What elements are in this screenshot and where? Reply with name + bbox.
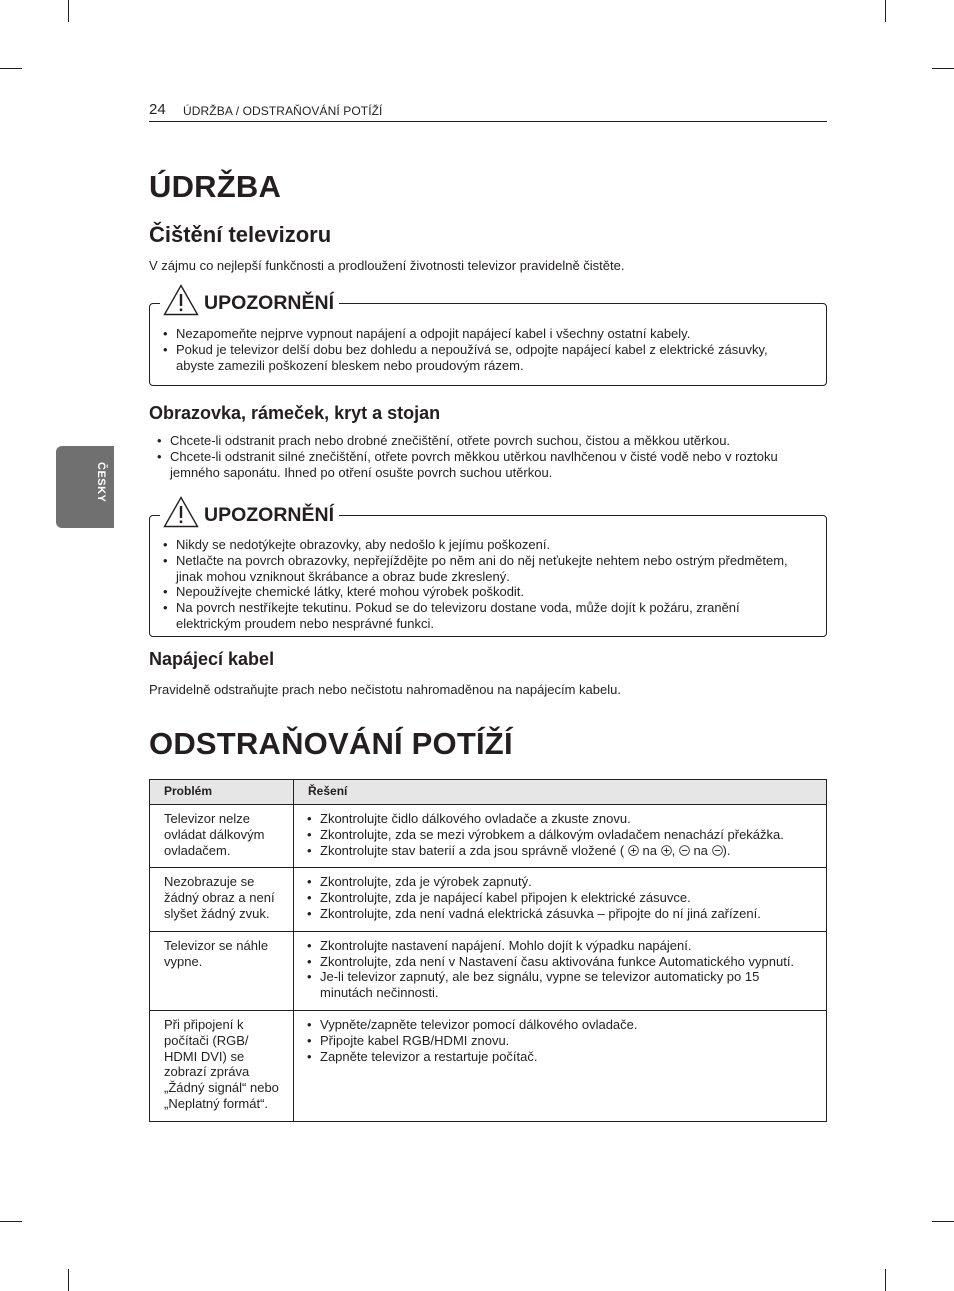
problem-cell: Televizor se náhle vypne. (150, 931, 294, 1010)
screen-cleaning-list (157, 433, 807, 480)
caution-item: • Na povrch nestříkejte tekutinu. Pokud se do televizoru dostane voda, může dojít k požáru, zranění elektrickým proudem nebo nesprávné funkci. (163, 600, 793, 632)
table-row (150, 1010, 827, 1121)
column-header-problem: Problém (150, 780, 294, 805)
problem-cell: Nezobrazuje se žádný obraz a není slyšet žádný zvuk. (150, 868, 294, 931)
page-number: 24 (149, 101, 166, 118)
battery-text: na (693, 842, 708, 858)
caution-box (149, 292, 827, 386)
caution-heading (160, 282, 339, 316)
warning-icon (163, 284, 199, 316)
problem-cell: Televizor nelze ovládat dálkovým ovladačem. (150, 805, 294, 868)
table-row (150, 805, 827, 868)
battery-text: , (671, 842, 676, 858)
running-head: ÚDRŽBA / ODSTRAŇOVÁNÍ POTÍŽÍ (183, 104, 383, 118)
crop-mark (68, 1269, 69, 1291)
caution-item: • Pokud je televizor delší dobu bez dohledu a nepoužívá se, odpojte napájecí kabel z elektrické zásuvky, abyste zamezili poškození bleskem nebo proudovým rázem. (163, 342, 803, 374)
solution-item: • Zapněte televizor a restartuje počítač. (307, 1049, 814, 1065)
caution-title: UPOZORNĚNÍ (204, 292, 335, 314)
solution-item: • Zkontrolujte, zda je napájecí kabel připojen k elektrické zásuvce. (307, 890, 814, 906)
warning-icon (163, 496, 199, 528)
solution-item: • Je-li televizor zapnutý, ale bez signálu, vypne se televizor automaticky po 15 minutách nečinnosti. (307, 969, 814, 1001)
table-row (150, 931, 827, 1010)
caution-title: UPOZORNĚNÍ (204, 504, 335, 526)
column-header-solution: Řešení (294, 780, 827, 805)
plus-icon (661, 845, 672, 856)
crop-mark (0, 68, 22, 69)
solution-item: • Zkontrolujte čidlo dálkového ovladače a zkuste znovu. (307, 811, 814, 827)
caution-item: • Netlačte na povrch obrazovky, nepřejíždějte po něm ani do něj neťukejte nehtem nebo ostrým předmětem, jinak mohou vzniknout škrábance a obraz bude zkreslený. (163, 553, 793, 585)
solution-list (307, 938, 814, 1001)
page-header (149, 100, 827, 122)
table-row (150, 868, 827, 931)
solution-list (307, 874, 814, 921)
language-tab-label: ČESKY (95, 462, 107, 503)
power-cable-title: Napájecí kabel (149, 649, 275, 669)
crop-mark (68, 0, 69, 22)
troubleshooting-table (149, 779, 827, 1122)
solution-cell (294, 868, 827, 931)
caution-box (149, 504, 827, 637)
caution-list (163, 326, 803, 373)
cleaning-intro: V zájmu co nejlepší funkčnosti a prodloužení životnosti televizor pravidelně čistěte. (149, 258, 625, 273)
table-header-row (150, 780, 827, 805)
crop-mark (885, 1269, 886, 1291)
battery-text: ). (722, 842, 731, 858)
solution-item: • Zkontrolujte, zda není v Nastavení času aktivována funkce Automatického vypnutí. (307, 954, 814, 970)
solution-item: • Zkontrolujte, zda není vadná elektrická zásuvka – připojte do ní jiná zařízení. (307, 906, 814, 922)
problem-cell: Při připojení k počítači (RGB/ HDMI DVI) se zobrazí zpráva „Žádný signál“ nebo „Neplatný formát“. (150, 1010, 294, 1121)
battery-text: na (642, 842, 657, 858)
caution-heading (160, 494, 339, 528)
solution-list (307, 1017, 814, 1064)
plus-icon (628, 845, 639, 856)
caution-item: • Nezapomeňte nejprve vypnout napájení a odpojit napájecí kabel i všechny ostatní kabely. (163, 326, 803, 342)
minus-icon (679, 845, 690, 856)
cleaning-title: Čištění televizoru (149, 222, 332, 247)
crop-mark (932, 1221, 954, 1222)
crop-mark (885, 0, 886, 22)
screen-title: Obrazovka, rámeček, kryt a stojan (149, 403, 441, 423)
solution-item: • Zkontrolujte, zda je výrobek zapnutý. (307, 874, 814, 890)
list-item: • Chcete-li odstranit prach nebo drobné znečištění, otřete povrch suchou, čistou a měkkou utěrkou. (157, 433, 807, 449)
solution-item: • Připojte kabel RGB/HDMI znovu. (307, 1033, 814, 1049)
solution-item: • Vypněte/zapněte televizor pomocí dálkového ovladače. (307, 1017, 814, 1033)
solution-item: • Zkontrolujte, zda se mezi výrobkem a dálkovým ovladačem nenachází překážka. (307, 827, 814, 843)
caution-item: • Nepoužívejte chemické látky, které mohou výrobek poškodit. (163, 584, 793, 600)
power-cable-text: Pravidelně odstraňujte prach nebo nečistotu nahromaděnou na napájecím kabelu. (149, 682, 621, 697)
crop-mark (0, 1221, 22, 1222)
crop-mark (932, 68, 954, 69)
solution-cell (294, 805, 827, 868)
caution-list (163, 537, 793, 632)
language-tab (56, 446, 114, 528)
minus-icon (712, 845, 723, 856)
solution-item: • Zkontrolujte nastavení napájení. Mohlo dojít k výpadku napájení. (307, 938, 814, 954)
troubleshooting-title: ODSTRAŇOVÁNÍ POTÍŽÍ (149, 726, 513, 761)
list-item: • Chcete-li odstranit silné znečištění, otřete povrch měkkou utěrkou navlhčenou v čisté vodě nebo v roztoku jemného saponátu. Ihned po otření osušte povrch suchou utěrkou. (157, 449, 807, 481)
caution-item: • Nikdy se nedotýkejte obrazovky, aby nedošlo k jejímu poškození. (163, 537, 793, 553)
solution-cell (294, 1010, 827, 1121)
solution-list (307, 811, 814, 858)
solution-cell (294, 931, 827, 1010)
solution-item (307, 843, 814, 859)
maintenance-title: ÚDRŽBA (149, 169, 282, 204)
battery-text: Zkontrolujte stav baterií a zda jsou správně vložené ( (320, 842, 625, 858)
